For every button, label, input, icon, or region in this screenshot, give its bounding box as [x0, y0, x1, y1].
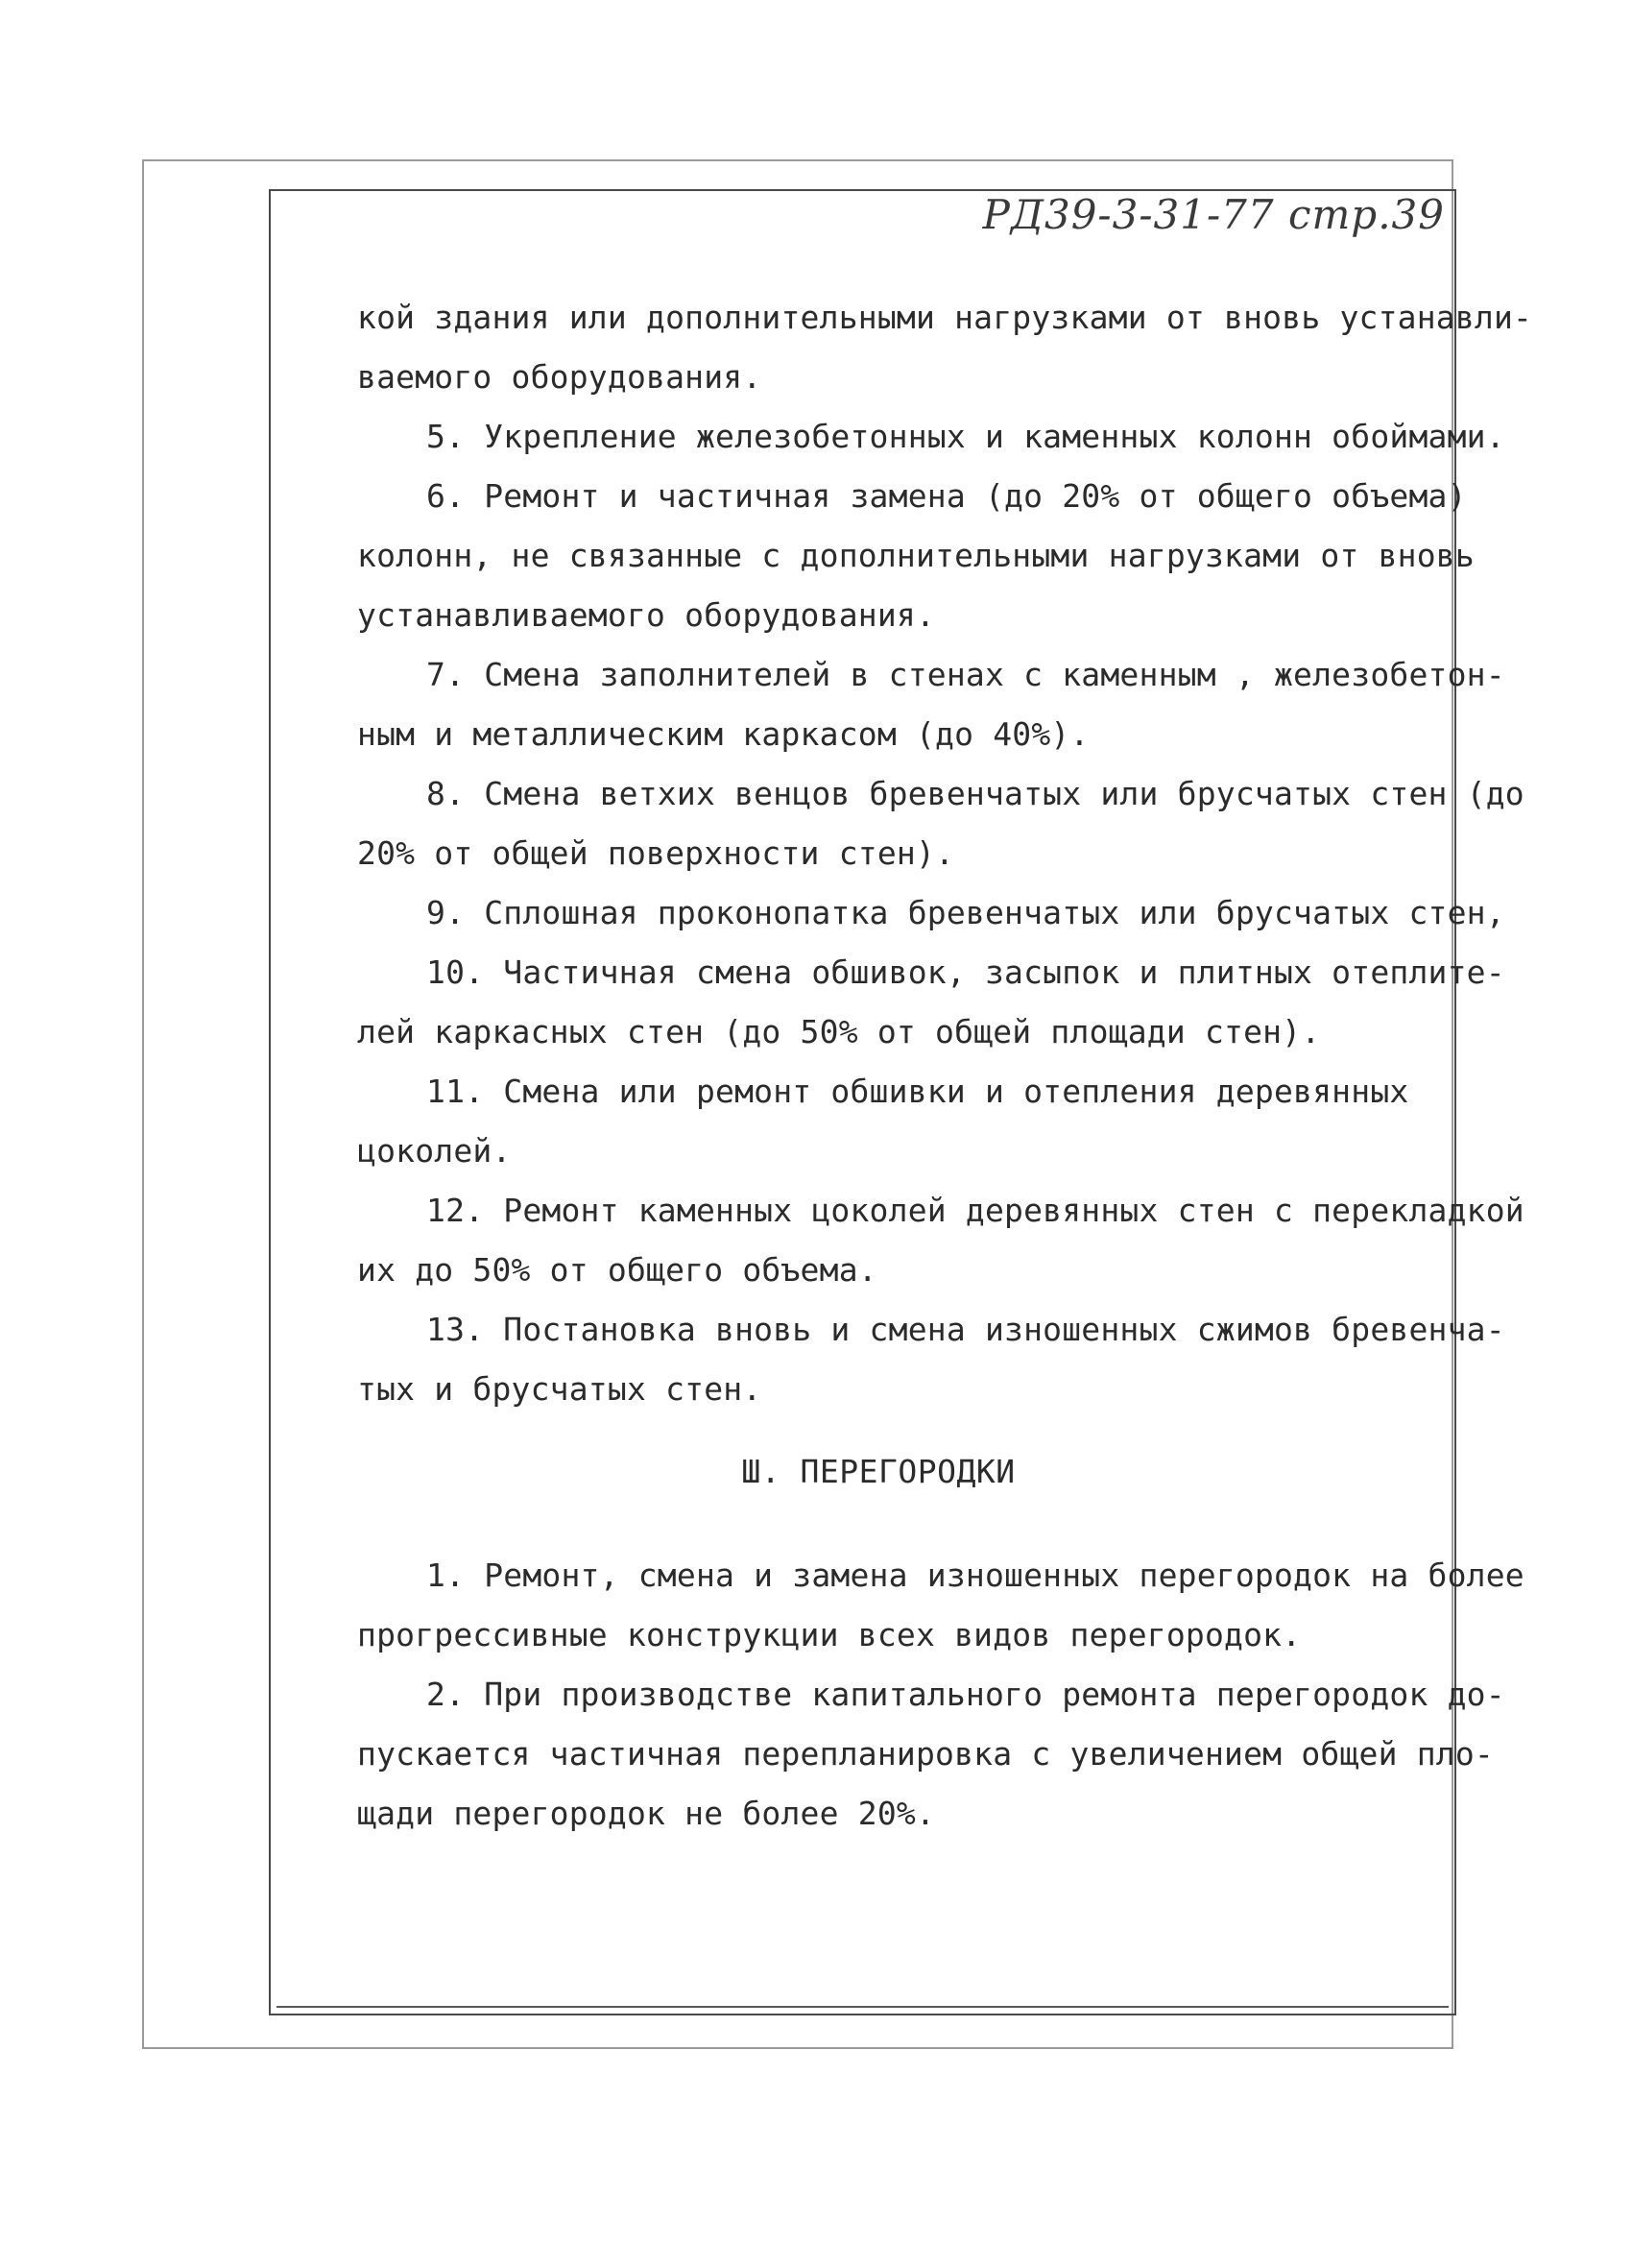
item-10: 10. Частичная смена обшивок, засыпок и плитных отеплите- — [426, 953, 1505, 991]
text-line: ваемого оборудования. — [357, 358, 762, 396]
text-line: пускается частичная перепланировка с увеличением общей пло- — [357, 1735, 1494, 1773]
text-line: кой здания или дополнительными нагрузками от вновь устанавли- — [357, 299, 1533, 336]
section3-item-2: 2. При производстве капитального ремонта перегородок до- — [426, 1676, 1505, 1713]
text-line: ным и металлическим каркасом (до 40%). — [357, 715, 1090, 753]
text-line: устанавливаемого оборудования. — [357, 596, 936, 634]
text-line: щади перегородок не более 20%. — [357, 1795, 936, 1832]
section-heading: Ш. ПЕРЕГОРОДКИ — [741, 1453, 1016, 1490]
item-8: 8. Смена ветхих венцов бревенчатых или брусчатых стен (до — [426, 775, 1524, 812]
text-line: колонн, не связанные с дополнительными нагрузками от вновь — [357, 537, 1475, 574]
item-7: 7. Смена заполнителей в стенах с каменным , железобетон- — [426, 656, 1505, 693]
item-6: 6. Ремонт и частичная замена (до 20% от общего объема) — [426, 477, 1467, 515]
item-12: 12. Ремонт каменных цоколей деревянных стен с перекладкой — [426, 1192, 1524, 1229]
text-line: цоколей. — [357, 1132, 512, 1170]
text-line: их до 50% от общего объема. — [357, 1251, 877, 1289]
text-line: лей каркасных стен (до 50% от общей площади стен). — [357, 1013, 1321, 1050]
text-line: тых и брусчатых стен. — [357, 1370, 762, 1408]
item-11: 11. Смена или ремонт обшивки и отепления деревянных — [426, 1073, 1409, 1110]
text-line: 20% от общей поверхности стен). — [357, 834, 955, 872]
text-line: прогрессивные конструкции всех видов перегородок. — [357, 1616, 1302, 1653]
page-body — [357, 288, 1533, 1844]
section3-item-1: 1. Ремонт, смена и замена изношенных перегородок на более — [426, 1556, 1524, 1594]
item-13: 13. Постановка вновь и смена изношенных сжимов бревенча- — [426, 1311, 1505, 1348]
document-reference: РД39-3-31-77 стр.39 — [982, 191, 1445, 238]
item-5: 5. Укрепление железобетонных и каменных колонн обоймами. — [426, 418, 1505, 455]
item-9: 9. Сплошная проконопатка бревенчатых или брусчатых стен, — [426, 894, 1505, 931]
